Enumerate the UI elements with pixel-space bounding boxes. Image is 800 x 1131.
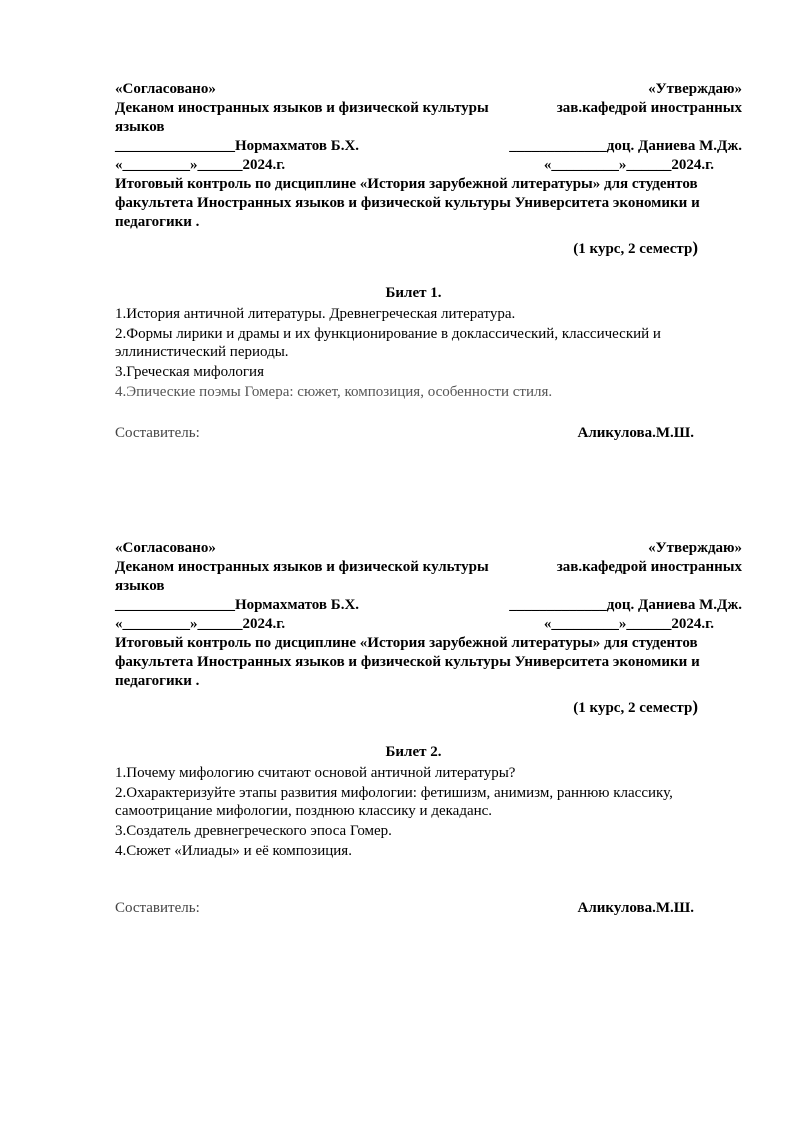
head-position-cont: языков <box>115 119 165 135</box>
agreed-label: «Согласовано» <box>115 81 216 97</box>
approval-row <box>115 539 742 558</box>
dates-row <box>115 156 742 175</box>
ticket-2 <box>115 539 742 917</box>
dean-position: Деканом иностранных языков и физической культуры <box>115 100 489 116</box>
course-semester: (1 курс, 2 семестр) <box>573 697 698 716</box>
head-signature: _____________доц. Даниева М.Дж. <box>509 597 742 613</box>
approval-row <box>115 80 742 99</box>
exam-heading: Итоговый контроль по дисциплине «История зарубежной литературы» для студентов факультета Иностранных языков и физической культуры Университета экономики и педагогики . <box>115 635 700 689</box>
signatures-row <box>115 137 742 156</box>
question-item: 4.Сюжет «Илиады» и её композиция. <box>115 843 352 859</box>
agreed-label: «Согласовано» <box>115 540 216 556</box>
question-list <box>115 305 742 401</box>
question-item: 2.Формы лирики и драмы и их функционирование в доклассический, классический и эллинистический периоды. <box>115 326 661 360</box>
compiler-name: Аликулова.М.Ш. <box>577 900 694 916</box>
ticket-title: Билет 1. <box>385 285 442 301</box>
question-item: 3.Создатель древнегреческого эпоса Гомер. <box>115 823 392 839</box>
compiler-row <box>115 425 742 442</box>
compiler-label: Составитель: <box>115 425 200 441</box>
date-right: «_________»______2024.г. <box>543 157 714 173</box>
approve-label: «Утверждаю» <box>648 540 742 556</box>
question-item: 3.Греческая мифология <box>115 364 264 380</box>
date-right: «_________»______2024.г. <box>543 616 714 632</box>
head-position: зав.кафедрой иностранных <box>556 100 742 116</box>
head-position: зав.кафедрой иностранных <box>556 559 742 575</box>
question-item: 2.Охарактеризуйте этапы развития мифологии: фетишизм, анимизм, раннюю классику, самоотрицание мифологии, позднюю классику и декаданс. <box>115 785 673 819</box>
dean-position: Деканом иностранных языков и физической культуры <box>115 559 489 575</box>
positions-row <box>115 99 742 118</box>
approve-label: «Утверждаю» <box>648 81 742 97</box>
dean-signature: ________________Нормахматов Б.Х. <box>115 138 360 154</box>
date-left: «_________»______2024.г. <box>115 616 286 632</box>
compiler-row <box>115 900 742 917</box>
ticket-1 <box>115 80 742 442</box>
head-signature: _____________доц. Даниева М.Дж. <box>509 138 742 154</box>
dean-signature: ________________Нормахматов Б.Х. <box>115 597 360 613</box>
course-semester: (1 курс, 2 семестр) <box>573 238 698 257</box>
signatures-row <box>115 596 742 615</box>
dates-row <box>115 615 742 634</box>
positions-row <box>115 558 742 577</box>
date-left: «_________»______2024.г. <box>115 157 286 173</box>
ticket-title: Билет 2. <box>385 744 442 760</box>
question-item: 1.Почему мифологию считают основой античной литературы? <box>115 765 516 781</box>
compiler-label: Составитель: <box>115 900 200 916</box>
question-item: 4.Эпические поэмы Гомера: сюжет, композиция, особенности стиля. <box>115 384 553 400</box>
head-position-cont: языков <box>115 578 165 594</box>
exam-heading: Итоговый контроль по дисциплине «История зарубежной литературы» для студентов факультета Иностранных языков и физической культуры Университета экономики и педагогики . <box>115 176 700 230</box>
question-list <box>115 764 742 860</box>
question-item: 1.История античной литературы. Древнегреческая литература. <box>115 306 516 322</box>
compiler-name: Аликулова.М.Ш. <box>577 425 694 441</box>
